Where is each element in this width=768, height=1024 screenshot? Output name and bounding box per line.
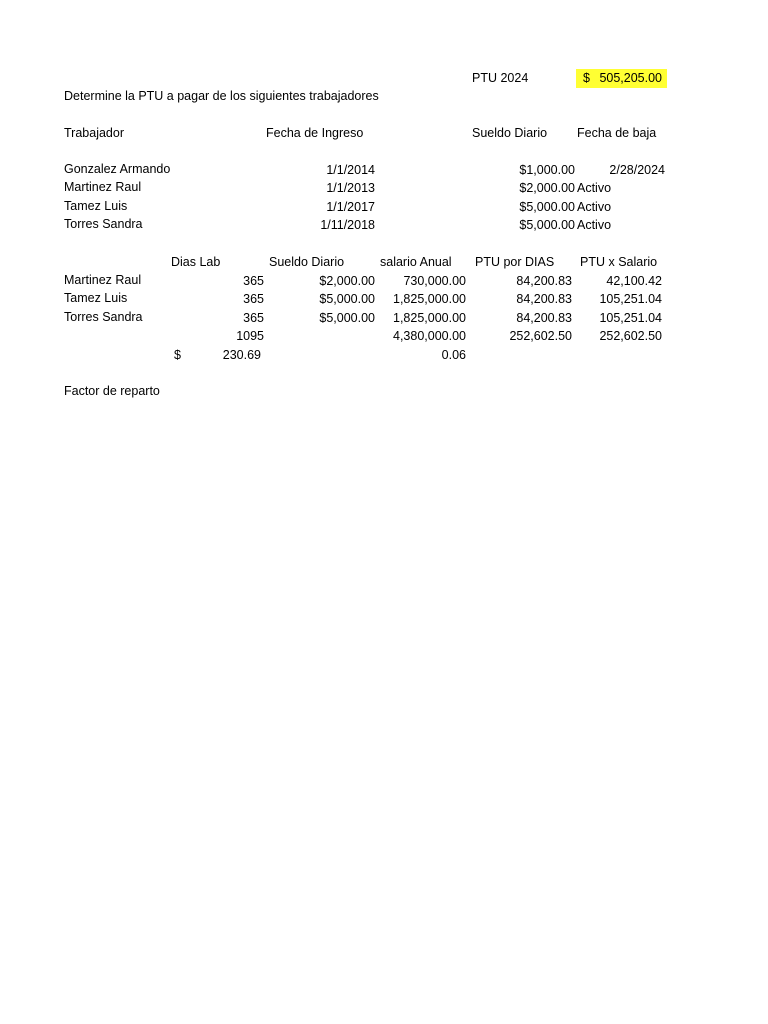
- calc-name: Torres Sandra: [64, 310, 143, 324]
- employee-sueldo: $1,000.00: [519, 163, 575, 177]
- employee-ingreso: 1/1/2017: [326, 200, 375, 214]
- instruction-text: Determine la PTU a pagar de los siguientes trabajadores: [64, 89, 379, 103]
- calc-sueldo: $5,000.00: [319, 292, 375, 306]
- total-ptu-salario: 252,602.50: [599, 329, 662, 343]
- header-trabajador: Trabajador: [64, 126, 124, 140]
- calc-anual: 730,000.00: [403, 274, 466, 288]
- ptu-amount-cell[interactable]: [576, 69, 667, 88]
- calc-ptu-dias: 84,200.83: [516, 311, 572, 325]
- employee-baja: Activo: [577, 218, 612, 232]
- header-sueldo-diario: Sueldo Diario: [269, 255, 345, 269]
- total-ptu-dias: 252,602.50: [509, 329, 572, 343]
- factor-de-reparto-label: Factor de reparto: [64, 384, 160, 398]
- employee-name: Gonzalez Armando: [64, 162, 171, 176]
- calc-ptu-salario: 105,251.04: [599, 292, 662, 306]
- calc-ptu-dias: 84,200.83: [516, 292, 572, 306]
- header-ptu-por-dias: PTU por DIAS: [475, 255, 555, 269]
- header-fecha-baja: Fecha de baja: [577, 126, 657, 140]
- employee-baja: Activo: [577, 181, 612, 195]
- header-salario-anual: salario Anual: [380, 255, 452, 269]
- employee-baja: 2/28/2024: [609, 163, 665, 177]
- calc-sueldo: $5,000.00: [319, 311, 375, 325]
- employee-ingreso: 1/11/2018: [320, 218, 375, 232]
- calc-ptu-dias: 84,200.83: [516, 274, 572, 288]
- factor-salario-value: 0.06: [441, 348, 466, 362]
- employee-name: Tamez Luis: [64, 199, 128, 213]
- ptu-label: PTU 2024: [472, 71, 529, 85]
- total-anual: 4,380,000.00: [393, 329, 466, 343]
- ptu-amount: 505,205.00: [599, 71, 662, 85]
- employee-name: Martinez Raul: [64, 180, 142, 194]
- employee-name: Torres Sandra: [64, 217, 143, 231]
- calc-sueldo: $2,000.00: [319, 274, 375, 288]
- calc-name: Martinez Raul: [64, 273, 142, 287]
- factor-dias-currency: $: [174, 348, 181, 362]
- calc-dias: 365: [243, 311, 264, 325]
- employee-sueldo: $2,000.00: [519, 181, 575, 195]
- ptu-currency: $: [583, 71, 590, 85]
- calc-name: Tamez Luis: [64, 291, 128, 305]
- calc-dias: 365: [243, 292, 264, 306]
- total-dias: 1095: [236, 329, 264, 343]
- calc-ptu-salario: 105,251.04: [599, 311, 662, 325]
- employee-ingreso: 1/1/2013: [326, 181, 375, 195]
- employee-baja: Activo: [577, 200, 612, 214]
- calc-dias: 365: [243, 274, 264, 288]
- header-sueldo-diario: Sueldo Diario: [472, 126, 548, 140]
- employee-sueldo: $5,000.00: [519, 218, 575, 232]
- calc-ptu-salario: 42,100.42: [606, 274, 662, 288]
- header-dias-lab: Dias Lab: [171, 255, 221, 269]
- factor-dias-value: 230.69: [222, 348, 261, 362]
- employee-ingreso: 1/1/2014: [326, 163, 375, 177]
- header-fecha-ingreso: Fecha de Ingreso: [266, 126, 364, 140]
- employee-sueldo: $5,000.00: [519, 200, 575, 214]
- calc-anual: 1,825,000.00: [393, 292, 466, 306]
- header-ptu-x-salario: PTU x Salario: [580, 255, 658, 269]
- calc-anual: 1,825,000.00: [393, 311, 466, 325]
